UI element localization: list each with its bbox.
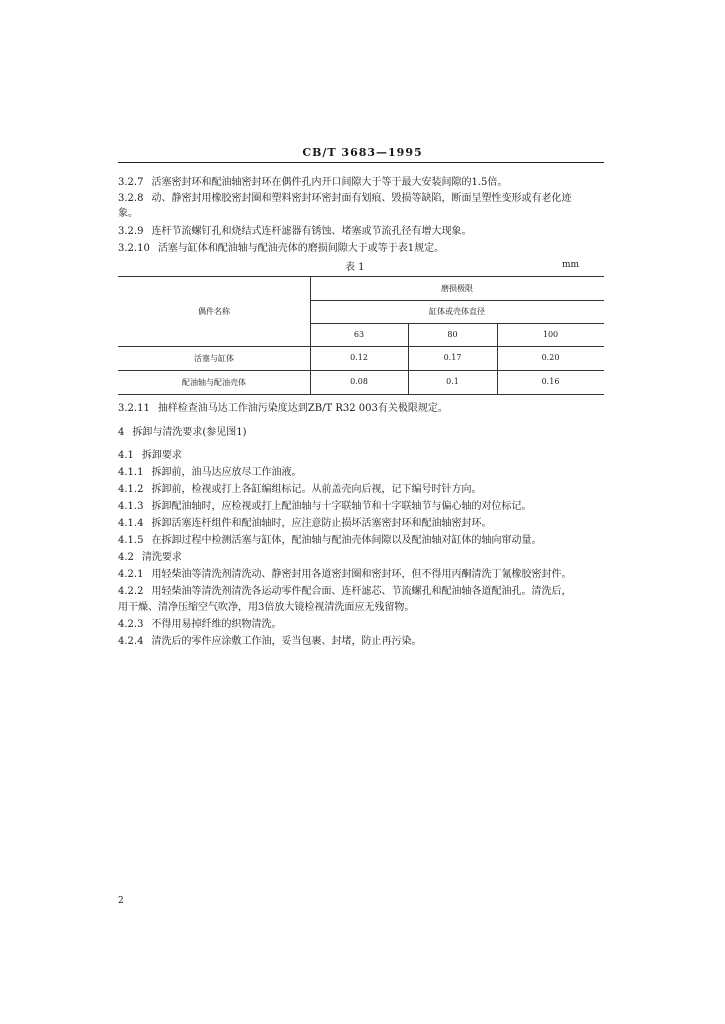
clause-4-2-1: 4.2.1 用轻柴油等清洗剂清洗动、静密封用各道密封圈和密封环，但不得用丙酮清洗丁氰橡胶密封件。 (118, 569, 572, 580)
row-2-value-100: 0.16 (541, 377, 560, 386)
table-unit: mm (562, 260, 580, 270)
clause-4-1-1: 4.1.1 拆卸前，油马达应放尽工作油液。 (118, 467, 302, 478)
section-4-heading: 4 拆卸与清洗要求(参见图1) (118, 427, 247, 438)
row-1-value-63: 0.12 (350, 353, 368, 362)
clause-4-2-4: 4.2.4 清洗后的零件应涂敷工作油，妥当包裹、封堵，防止再污染。 (118, 636, 422, 647)
table-group-rule (310, 300, 604, 301)
table-caption: 表 1 (345, 262, 365, 273)
row-2-value-80: 0.1 (446, 377, 459, 386)
clause-3-2-7: 3.2.7 活塞密封环和配油轴密封环在偶件孔内开口间隙大于等于最大安装间隙的1.5倍。 (118, 177, 508, 188)
clause-3-2-11: 3.2.11 抽样检查油马达工作油污染度达到ZB/T R32 003有关极限规定。 (118, 403, 448, 414)
clause-4-2: 4.2 清洗要求 (118, 552, 182, 563)
diameter-80: 80 (447, 330, 458, 339)
clause-4-2-2-cont: 用干燥、清净压缩空气吹净，用3倍放大镜检视清洗面应无残留物。 (118, 602, 415, 613)
clause-4-1-2: 4.1.2 拆卸前，检视或打上各缸编组标记。从前盖壳向后视，记下编号时针方向。 (118, 484, 482, 495)
sub-header: 缸体或壳体直径 (429, 307, 485, 316)
clause-3-2-9: 3.2.9 连杆节流螺钉孔和烧结式连杆滤器有锈蚀、堵塞或节流孔径有增大现象。 (118, 226, 472, 237)
row-2-value-63: 0.08 (350, 377, 368, 386)
clause-4-1: 4.1 拆卸要求 (118, 450, 182, 461)
diameter-63: 63 (353, 330, 365, 339)
table-sub-rule (310, 323, 604, 324)
clause-4-1-3: 4.1.3 拆卸配油轴时，应检视或打上配油轴与十字联轴节和十字联轴节与偏心轴的对位标记。 (118, 501, 532, 512)
clause-3-2-8: 3.2.8 动、静密封用橡胶密封圈和塑料密封环密封面有划痕、毁损等缺陷，断面呈塑性变形或有老化迹 (118, 193, 572, 204)
row-1-value-100: 0.20 (541, 353, 560, 362)
table-header-rule (118, 346, 604, 347)
table-row-rule (118, 370, 604, 371)
row-1-name: 活塞与缸体 (194, 354, 234, 363)
table-top-rule (118, 276, 604, 277)
group-header: 磨损极限 (441, 284, 473, 293)
table-bottom-rule (118, 394, 604, 395)
clause-4-2-3: 4.2.3 不得用易掉纤维的织物清洗。 (118, 619, 282, 630)
clause-4-1-4: 4.1.4 拆卸活塞连杆组件和配油轴时，应注意防止损坏活塞密封环和配油轴密封环。 (118, 518, 492, 529)
clause-3-2-10: 3.2.10 活塞与缸体和配油轴与配油壳体的磨损间隙大于或等于表1规定。 (118, 243, 445, 254)
clause-4-1-5: 4.1.5 在拆卸过程中检测活塞与缸体，配油轴与配油壳体间隙以及配油轴对缸体的轴向窜动量。 (118, 535, 542, 546)
header-rule (118, 162, 604, 163)
page-number: 2 (118, 896, 124, 906)
clause-3-2-8-cont: 象。 (118, 208, 138, 219)
row-2-name: 配油轴与配油壳体 (182, 378, 246, 387)
standard-code-header: CB/T 3683—1995 (302, 146, 423, 159)
row-1-value-80: 0.17 (443, 353, 462, 362)
clause-4-2-2: 4.2.2 用轻柴油等清洗剂清洗各运动零件配合面、连杆滤芯、节流螺孔和配油轴各道配油孔。清洗后， (118, 586, 572, 597)
diameter-100: 100 (542, 330, 559, 339)
col-header-name: 偶件名称 (198, 307, 230, 316)
